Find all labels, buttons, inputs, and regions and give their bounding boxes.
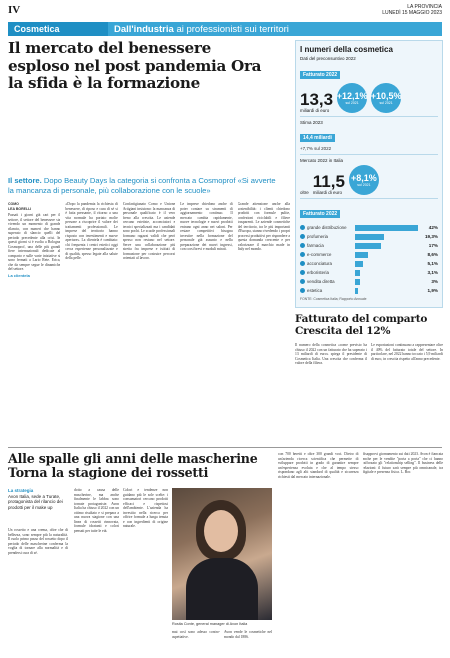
chart-value-label: 19,3%: [424, 234, 438, 239]
section-title-bold: Dall'industria: [114, 24, 174, 35]
chart-bar: [355, 279, 360, 285]
channel-icon: [300, 288, 305, 293]
chart-bar: [355, 261, 363, 267]
chart-bar-track: [355, 243, 418, 249]
chart-category-label: e-commerce: [307, 252, 332, 257]
divider: [300, 116, 438, 117]
photo-caption: Rosita Conte, general manager di Avon Italia: [172, 622, 248, 626]
chart-bar: [355, 288, 358, 294]
strategy-text: Avon Italia, sede a Turate, protagonista del rilancio dei prodotti per il make up: [8, 493, 63, 510]
article2-column: [295, 343, 367, 443]
article1-column: [123, 202, 175, 444]
article1-paragraph: Le imprese chiedono anche di poter contare su strumenti di aggiornamento continuo. Il mercato cambia rapidamente, nuove tecnologie e nuovi prodotti entrano ogni anno nei saloni. Per restare competitivi bisogna investire nella formazione del personale già assunto e nella preparazione dei nuovi ingressi, con corsi brevi e moduli mirati.: [180, 202, 233, 251]
chart-bar: [355, 234, 384, 240]
photo-body: [186, 558, 258, 620]
divider: [300, 198, 438, 199]
section-bar: [8, 22, 442, 36]
chart-bar: [355, 252, 368, 258]
chart-bar-row: [300, 223, 438, 232]
article1-column: [65, 202, 117, 444]
article1-body: [8, 202, 290, 444]
page-number: IV: [8, 4, 21, 16]
chart-bar-track: [355, 270, 418, 276]
market-label: Mercato 2022 in Italia: [300, 158, 344, 163]
sidebar-subtitle: Dati del preconsuntivo 2022: [300, 56, 356, 61]
chart-value-label: 17%: [428, 243, 438, 248]
article2-column: [371, 343, 443, 443]
revenue-growth-sub: sul 2021: [345, 100, 359, 105]
paper-name: LA PROVINCIA: [407, 4, 442, 10]
estimate-label: Stima 2023: [300, 120, 323, 125]
article1-subhead: La clientela: [8, 272, 30, 278]
revenue-value: 13,3: [300, 90, 334, 109]
article1-deck-text: Dopo Beauty Days la categoria si confronta a Cosmoprof «Si avverte la mancanza di personale, più collaborazione con le scuole»: [8, 176, 276, 195]
chart-bar-row: [300, 268, 438, 277]
article1-byline: COMO LEA BORELLI: [8, 202, 32, 211]
article3-column: [278, 452, 359, 650]
strategy-box: [8, 488, 68, 510]
article3-body-right: [278, 452, 443, 650]
estimate-note: +7,7% sul 2022: [300, 146, 332, 151]
masthead: [8, 4, 442, 18]
section-title: [108, 22, 442, 36]
sidebar-title: I numeri della cosmetica: [300, 45, 393, 54]
article3-column: [363, 452, 444, 650]
article3-paragraph: Avon vende le cosmetiche nel mondo dal 1886.: [224, 630, 272, 639]
article1-headline: Il mercato del benessere esploso nel post pandemia Ora la sfida è la formazione: [8, 39, 262, 93]
chart-bar: [355, 243, 381, 249]
chart-bar-track: [355, 225, 418, 231]
sidebar-footnote: FONTE: Cosmetica Italia; Rapporto Annuale: [300, 297, 367, 301]
article3-column: [224, 630, 272, 652]
revenue-growth-value: +12,1%: [336, 90, 368, 101]
article3-column: [74, 488, 119, 650]
article3-body-lower: [172, 630, 272, 652]
market-growth-sub: sul 2021: [357, 182, 371, 187]
channel-bar-chart: [300, 223, 438, 295]
divider: [300, 154, 438, 155]
portrait-photo: [172, 488, 272, 620]
revenue-growth-badge: [337, 83, 367, 113]
chart-bar-track: [355, 261, 418, 267]
article1-paragraph: Passati i giorni già cari per il settore, il settore del benessere sta vivendo un momento di grande rilancio, con numeri che hanno superato di slancio quelli del periodo precedente alla crisi. In questi giorni si è svolta a Bologna Cosmoprof, una delle più grandi fiere internazionali dedicate al comparto e sulle varie iniziative si sono fermati a Lario Rete. Erica, che da sempre segue le dinamiche del settore.: [8, 213, 61, 271]
chart-bar: [355, 270, 360, 276]
channel-icon: [300, 234, 305, 239]
chart-bar-row: [300, 259, 438, 268]
article3-paragraph: Colori e tendenze non guidano più le sole scelte: i consumatori cercano prodotti efficaci e rispettosi dell'ambiente. L'azienda ha investito nella ricerca per offrire formule a lunga tenuta e con ingredienti di origine naturale.: [123, 488, 168, 528]
chart-category-label: farmacia: [307, 243, 324, 248]
article2-body: [295, 343, 443, 443]
paper-date: LUNEDÌ 15 MAGGIO 2023: [382, 10, 442, 16]
article1-paragraph: Grande attenzione anche alla sostenibilità: i clienti chiedono prodotti con formule pulite, confezioni riciclabili e filiere trasparenti. Le aziende cosmetiche del territorio, tra le più importanti d'Europa, stanno rivedendo i propri processi produttivi per rispondere a questa domanda crescente e per valorizzare il marchio made in Italy nel mondo.: [237, 202, 290, 251]
article3-paragraph: disapprovi giornamento sui dati 2023. Avon è fiancata anche per le vendite "porta a porta" che ci hanno rafforzato gli "relationship selling". Il business delle relazioni: il futuro sarà sempre più omnicanale, tra digitale e presenza fisica. L. Bor.: [362, 452, 443, 474]
chart-value-label: 3,1%: [427, 270, 438, 275]
article3-paragraph: Un rossetto e una crema, oltre che di bellezza, sono sempre più la naturalità. Il ruolo primo passo del rossetto dopo il periodo delle mascherine conferma la voglia di tornare alla normalità e di prendersi cura di sé.: [8, 528, 68, 555]
section-title-rest: ai professionisti sui territori: [173, 24, 289, 35]
chart-value-label: 3%: [431, 279, 438, 284]
chart-bar-track: [355, 252, 418, 258]
chart-bar-track: [355, 234, 418, 240]
article1-paragraph: Confartigianato Como e Unione Artigiani insistono: la mancanza di personale qualificato è il vero freno alla crescita. Le aziende cercano estetiste, acconciatori e tecnici specializzati ma i candidati sono pochi. Le scuole professionali formano ragazzi validi che però spesso non restano nel settore. Serve una collaborazione più stretta fra imprese e istituti di formazione per costruire percorsi orientati al lavoro.: [122, 202, 176, 260]
article3-paragraph: con 700 beretti e oltre 300 grandi voci. Dietro di un'azienda ricerca scientifica che permette di sviluppare prodotti in grado di garantire sempre un'esperienza evoluta e che al tempo stesso rispondano agli alti standard di qualità e sicurezza richiesti dal mercato internazionale.: [278, 452, 359, 479]
article3-body: [74, 488, 168, 650]
market-growth-badge: [349, 165, 379, 195]
chart-category-label: estetica: [307, 288, 323, 293]
market-unit: miliardi di euro: [312, 190, 343, 195]
article1-column: [8, 202, 60, 444]
channel-icon: [300, 270, 305, 275]
chart-category-label: grande distribuzione: [307, 225, 347, 230]
channel-icon: [300, 225, 305, 230]
export-growth-sub: sul 2021: [379, 100, 393, 105]
article2-headline: Fatturato del comparto Crescita del 12%: [295, 313, 428, 337]
chart-category-label: vendita diretta: [307, 279, 335, 284]
chart-bar-row: [300, 232, 438, 241]
chart-category-label: profumeria: [307, 234, 328, 239]
revenue-row: [300, 83, 438, 113]
article1-deck: [8, 176, 276, 195]
article1-column: [238, 202, 290, 444]
article3-headline: Alle spalle gli anni delle mascherine Torna la stagione dei rossetti: [8, 451, 258, 481]
channel-chart-title: Fatturato 2022: [300, 210, 340, 218]
article3-column: [8, 528, 68, 650]
section-tag: Cosmetica: [8, 22, 108, 36]
export-growth-badge: [371, 83, 401, 113]
chart-bar-row: [300, 286, 438, 295]
revenue-unit: miliardi di euro: [300, 108, 330, 113]
chart-value-label: 8,6%: [427, 252, 438, 257]
article2-paragraph: Il numero della cosmetica «come previsto ha chiuso il 2022 con un fatturato che ha superato i 13 miliardi di euro» spiega il presidente di Cosmetica Italia. Una crescita che conferma il valore della filiera.: [295, 343, 367, 365]
export-growth-value: +10,5%: [370, 90, 402, 101]
stats-sidebar: [295, 40, 443, 308]
chart-value-label: 5,1%: [427, 261, 438, 266]
chart-value-label: 42%: [428, 225, 438, 230]
channel-icon: [300, 243, 305, 248]
chart-bar-track: [355, 288, 418, 294]
article2-paragraph: Le esportazioni continuano a rappresentare oltre il 40% del fatturato totale del settore. In particolare, nel 2022 hanno toccato i 5,9 miliardi di euro, in crescita rispetto all'anno precedente.: [371, 343, 443, 361]
chart-bar-row: [300, 277, 438, 286]
photo-face: [204, 510, 238, 552]
channel-icon: [300, 279, 305, 284]
channel-icon: [300, 252, 305, 257]
chart-bar: [355, 225, 418, 231]
chart-value-label: 1,9%: [427, 288, 438, 293]
market-row: [300, 165, 438, 195]
article3-paragraph: dotto a causa delle mascherine, ma anche finalmente le labbra sono tornate protagoniste. Avon Italia ha chiuso il 2022 con un ottimo risultato e si prepara a una nuova stagione con una linea di rossetti rinnovata, formule idratanti e colori pensati per tutte le età.: [74, 488, 119, 533]
strategy-title: La strategia: [8, 488, 34, 493]
revenue-label: Fatturato 2022: [300, 71, 340, 79]
chart-bar-row: [300, 241, 438, 250]
paper-info: [382, 4, 442, 16]
article3-paragraph: mai così sono adesso contro-aspettative.: [172, 630, 220, 639]
article3-column: [172, 630, 220, 652]
chart-bar-track: [355, 279, 418, 285]
market-value: 11,5: [312, 172, 345, 191]
chart-category-label: acconciatura: [307, 261, 332, 266]
article1-paragraph: «Dopo la pandemia la richiesta di benessere, di riposo e cura di sé si è fatta pressante, il ritorno a una vita normale ha portato molte persone a riscoprire il valore dei trattamenti professionali. Le imprese del territorio hanno risposto con investimenti e nuove aperture». La clientela è cambiata: chi frequenta i centri estetici oggi cerca esperienze personalizzate e di qualità, spesso legate alla salute della pelle.: [65, 202, 118, 260]
section-rule: [8, 447, 442, 448]
article1-deck-lead: Il settore.: [8, 176, 42, 185]
article1-column: [180, 202, 232, 444]
chart-category-label: erboristeria: [307, 270, 329, 275]
article3-column: [123, 488, 168, 650]
estimate-value: 14,4 miliardi: [300, 134, 335, 142]
market-prefix: oltre: [300, 190, 309, 195]
chart-bar-row: [300, 250, 438, 259]
channel-icon: [300, 261, 305, 266]
market-growth-value: +8,1%: [351, 172, 377, 183]
